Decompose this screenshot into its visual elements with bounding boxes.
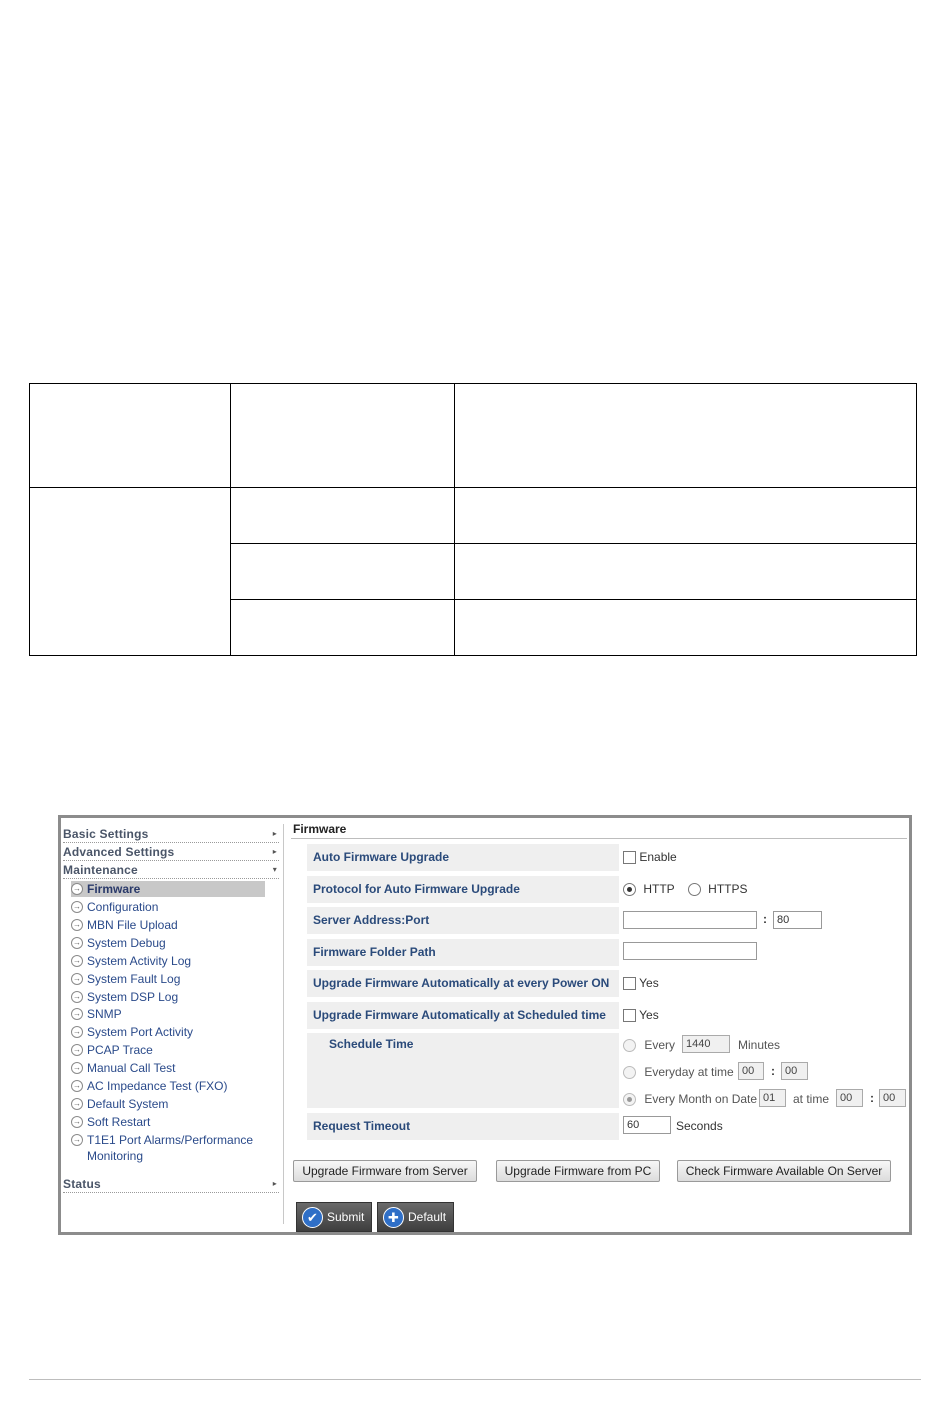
- server-address-label: Server Address:Port: [307, 907, 619, 934]
- page-title: Firmware: [293, 822, 347, 836]
- monthly-date-input[interactable]: 01: [759, 1089, 786, 1107]
- folder-path-input[interactable]: [623, 942, 757, 960]
- table-cell: [455, 544, 917, 600]
- schedule-everyday-row: [623, 1065, 734, 1079]
- sidebar-item-default-system[interactable]: [71, 1096, 265, 1112]
- sidebar-section-basic-settings[interactable]: [63, 826, 279, 843]
- table-cell: [455, 600, 917, 656]
- sidebar-item-label: System Port Activity: [87, 1025, 194, 1039]
- sidebar-item-label: Configuration: [87, 900, 159, 914]
- power-on-checkbox[interactable]: [623, 977, 636, 990]
- sidebar-item-label: System Debug: [87, 936, 166, 950]
- at-time-label: at time: [793, 1092, 830, 1106]
- schedule-time-label: Schedule Time: [307, 1033, 619, 1108]
- sidebar-item-label: Manual Call Test: [87, 1061, 176, 1075]
- sidebar-item-system-dsp-log[interactable]: [71, 989, 265, 1005]
- upgrade-from-server-button[interactable]: Upgrade Firmware from Server: [293, 1160, 477, 1182]
- request-timeout-input[interactable]: 60: [623, 1116, 671, 1134]
- server-address-input[interactable]: [623, 911, 757, 929]
- power-on-control: [623, 976, 659, 990]
- folder-path-label: Firmware Folder Path: [307, 939, 619, 966]
- protocol-label: Protocol for Auto Firmware Upgrade: [307, 876, 619, 903]
- arrow-down-icon: ▾: [272, 865, 277, 874]
- port-separator: :: [763, 912, 767, 926]
- sidebar-item-ac-impedance-test[interactable]: [71, 1078, 265, 1094]
- arrow-circle-icon: →: [73, 1009, 81, 1018]
- section-label: Status: [63, 1177, 101, 1191]
- gear-icon: ✚: [383, 1207, 404, 1228]
- everyday-hour-input[interactable]: 00: [738, 1062, 764, 1080]
- sidebar-item-label: MBN File Upload: [87, 918, 178, 932]
- request-timeout-label: Request Timeout: [307, 1113, 619, 1140]
- check-icon: ✔: [302, 1207, 323, 1228]
- submit-label: Submit: [327, 1210, 365, 1224]
- arrow-circle-icon: →: [73, 1045, 81, 1054]
- schedule-monthly-row: [623, 1092, 757, 1106]
- enable-label: Enable: [639, 850, 677, 864]
- sidebar-item-pcap-trace[interactable]: [71, 1042, 265, 1058]
- arrow-right-icon: ▸: [272, 1179, 277, 1188]
- monthly-radio[interactable]: [623, 1093, 636, 1106]
- title-divider: [291, 838, 907, 839]
- sidebar-item-firmware[interactable]: [71, 881, 265, 897]
- sidebar-item-configuration[interactable]: [71, 899, 265, 915]
- sidebar-item-label: System Fault Log: [87, 972, 181, 986]
- sidebar-item-label: AC Impedance Test (FXO): [87, 1079, 228, 1093]
- arrow-circle-icon: →: [73, 974, 81, 983]
- sidebar-item-label: Default System: [87, 1097, 169, 1111]
- minutes-label: Minutes: [738, 1038, 781, 1052]
- every-label: Every: [644, 1038, 676, 1052]
- sidebar-item-system-port-activity[interactable]: [71, 1024, 265, 1040]
- submit-button[interactable]: [296, 1202, 372, 1232]
- arrow-circle-icon: →: [73, 1081, 81, 1090]
- arrow-circle-icon: →: [73, 1117, 81, 1126]
- http-label: HTTP: [643, 882, 675, 896]
- sidebar-item-soft-restart[interactable]: [71, 1114, 265, 1130]
- arrow-circle-icon: →: [73, 956, 81, 965]
- sidebar-item-t1e1-port-alarms[interactable]: [71, 1132, 265, 1148]
- scheduled-label: Upgrade Firmware Automatically at Scheduled time: [307, 1002, 619, 1029]
- arrow-circle-icon: →: [73, 1135, 81, 1144]
- sidebar-item-system-activity-log[interactable]: [71, 953, 265, 969]
- table-cell: [30, 488, 231, 656]
- sidebar-section-maintenance[interactable]: [63, 862, 279, 879]
- monthly-minute-input[interactable]: 00: [879, 1089, 906, 1107]
- every-minutes-input[interactable]: 1440: [682, 1035, 730, 1053]
- arrow-circle-icon: →: [73, 884, 81, 893]
- arrow-circle-icon: →: [73, 902, 81, 911]
- table-cell: [231, 488, 455, 544]
- table-cell: [455, 384, 917, 488]
- check-firmware-button[interactable]: Check Firmware Available On Server: [677, 1160, 891, 1182]
- firmware-screenshot: [58, 815, 912, 1235]
- sidebar-item-label: Monitoring: [87, 1149, 144, 1163]
- sidebar-section-advanced-settings[interactable]: [63, 844, 279, 861]
- arrow-circle-icon: →: [73, 1027, 81, 1036]
- sidebar-section-status[interactable]: [63, 1176, 279, 1193]
- sidebar-item-label: Soft Restart: [87, 1115, 151, 1129]
- arrow-circle-icon: →: [73, 920, 81, 929]
- table-cell: [231, 600, 455, 656]
- document-table: [29, 383, 917, 656]
- sidebar-item-manual-call-test[interactable]: [71, 1060, 265, 1076]
- section-label: Basic Settings: [63, 827, 149, 841]
- monthly-hour-input[interactable]: 00: [836, 1089, 863, 1107]
- sidebar-item-snmp[interactable]: [71, 1006, 265, 1022]
- table-cell: [455, 488, 917, 544]
- sidebar-item-label: System DSP Log: [87, 990, 179, 1004]
- arrow-circle-icon: →: [73, 938, 81, 947]
- scheduled-checkbox[interactable]: [623, 1009, 636, 1022]
- sidebar-item-label: System Activity Log: [87, 954, 192, 968]
- https-radio[interactable]: [688, 883, 701, 896]
- table-cell: [231, 544, 455, 600]
- scheduled-yes-label: Yes: [639, 1008, 659, 1022]
- sidebar-item-system-debug[interactable]: [71, 935, 265, 951]
- https-label: HTTPS: [708, 882, 748, 896]
- schedule-every-row: [623, 1038, 675, 1052]
- everyday-radio[interactable]: [623, 1066, 636, 1079]
- every-radio[interactable]: [623, 1039, 636, 1052]
- everyday-minute-input[interactable]: 00: [781, 1062, 808, 1080]
- power-on-yes-label: Yes: [639, 976, 659, 990]
- server-port-input[interactable]: 80: [773, 911, 822, 929]
- auto-upgrade-label: Auto Firmware Upgrade: [307, 844, 619, 871]
- sidebar-item-mbn-file-upload[interactable]: [71, 917, 265, 933]
- footer-divider: [29, 1379, 921, 1380]
- time-separator: :: [771, 1064, 775, 1078]
- seconds-label: Seconds: [676, 1119, 723, 1133]
- sidebar-item-label: Firmware: [87, 882, 141, 896]
- sidebar-item-t1e1-monitoring[interactable]: [71, 1148, 265, 1164]
- time-separator: :: [870, 1091, 874, 1105]
- section-label: Maintenance: [63, 863, 138, 877]
- power-on-label: Upgrade Firmware Automatically at every Power ON: [307, 970, 619, 997]
- section-label: Advanced Settings: [63, 845, 175, 859]
- sidebar-item-label: SNMP: [87, 1007, 122, 1021]
- default-label: Default: [408, 1210, 447, 1224]
- scheduled-control: [623, 1008, 659, 1022]
- arrow-right-icon: ▸: [272, 829, 277, 838]
- sidebar-item-label: T1E1 Port Alarms/Performance: [87, 1133, 254, 1147]
- upgrade-from-pc-button[interactable]: Upgrade Firmware from PC: [496, 1160, 660, 1182]
- default-button[interactable]: [377, 1202, 454, 1232]
- enable-checkbox[interactable]: [623, 851, 636, 864]
- arrow-right-icon: ▸: [272, 847, 277, 856]
- table-cell: [231, 384, 455, 488]
- sidebar: [63, 824, 281, 1224]
- sidebar-divider: [283, 824, 284, 1224]
- everyday-label: Everyday at time: [644, 1065, 734, 1079]
- auto-upgrade-control: [623, 850, 677, 864]
- arrow-circle-icon: →: [73, 992, 81, 1001]
- arrow-circle-icon: →: [73, 1099, 81, 1108]
- sidebar-item-system-fault-log[interactable]: [71, 971, 265, 987]
- monthly-label: Every Month on Date: [644, 1092, 758, 1106]
- table-cell: [30, 384, 231, 488]
- sidebar-item-label: PCAP Trace: [87, 1043, 153, 1057]
- protocol-control: [623, 882, 748, 896]
- arrow-circle-icon: →: [73, 1063, 81, 1072]
- http-radio[interactable]: [623, 883, 636, 896]
